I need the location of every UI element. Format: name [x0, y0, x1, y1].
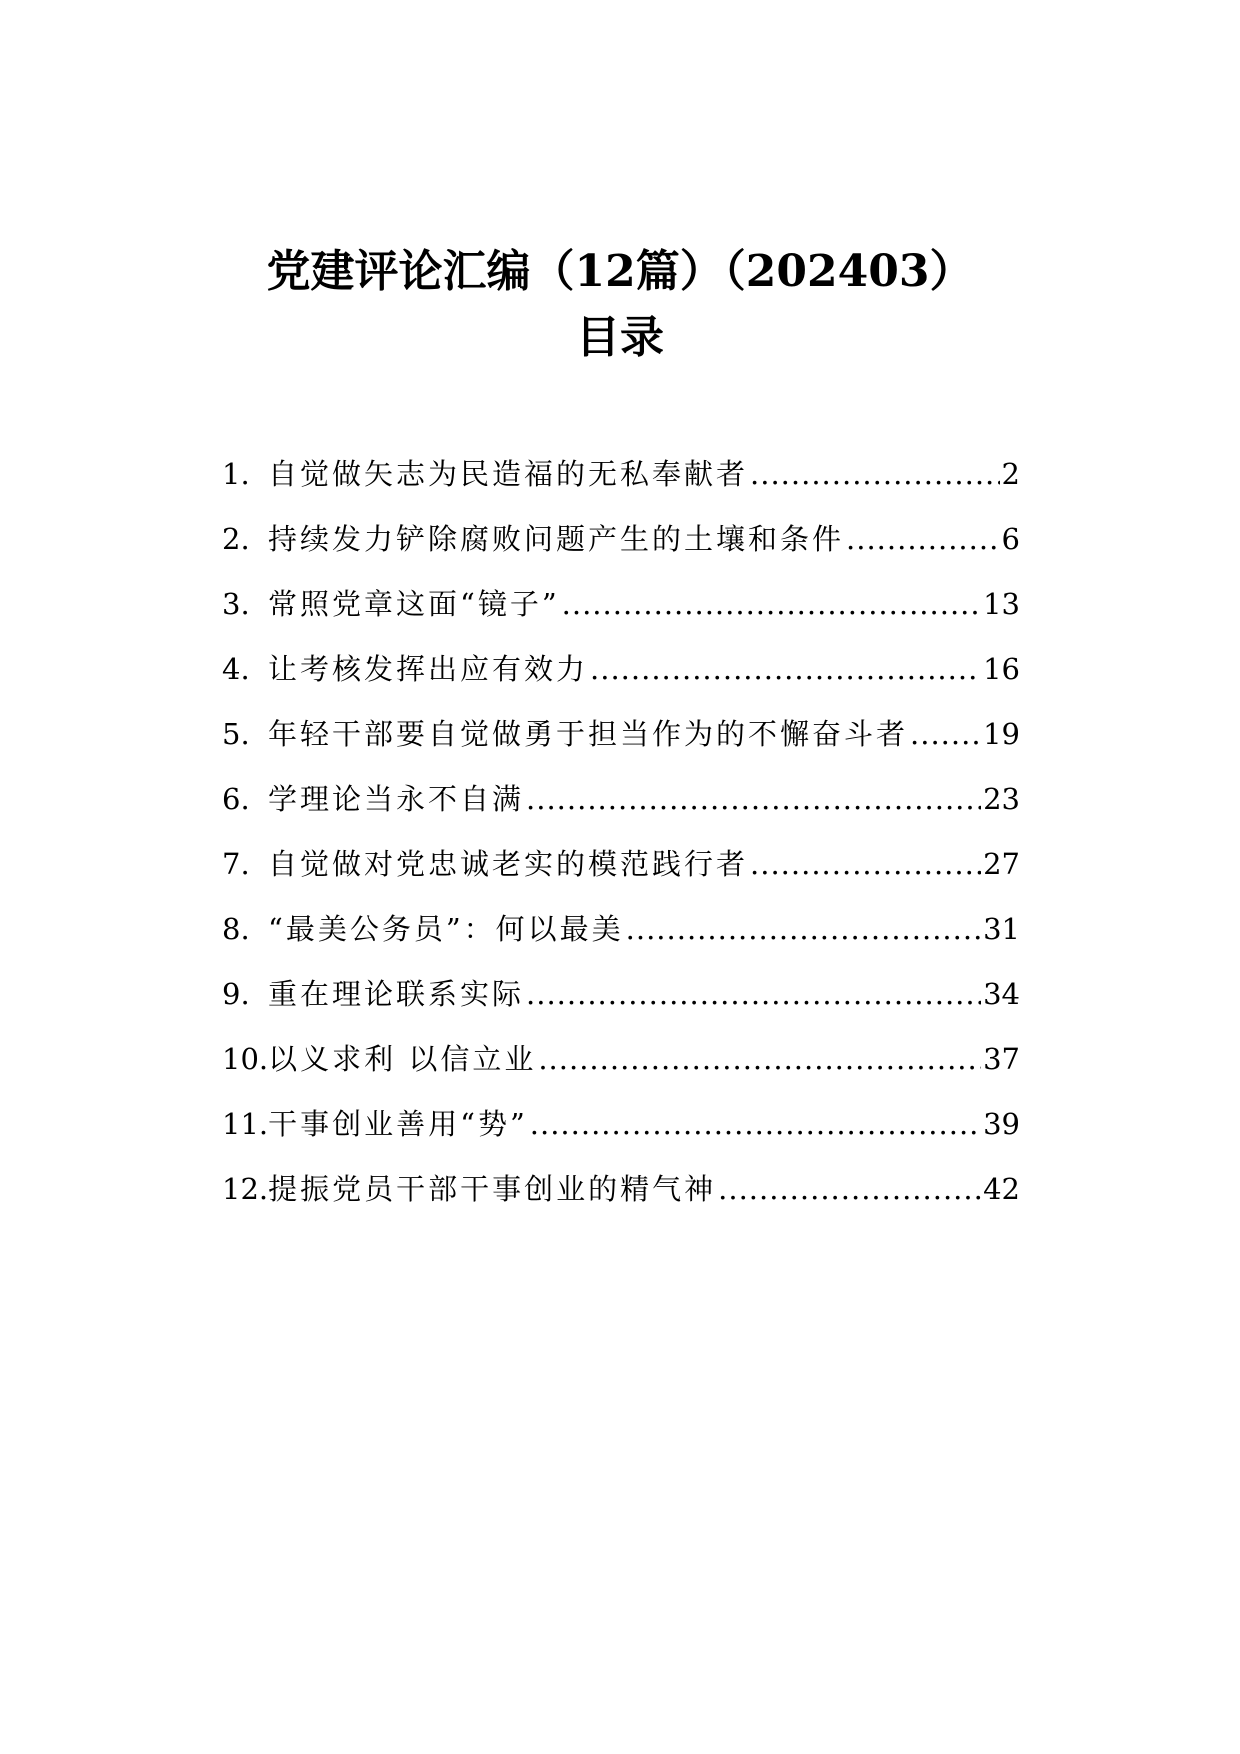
toc-dot-leader	[562, 572, 981, 637]
toc-entry-title: “最美公务员”：何以最美	[268, 912, 624, 946]
toc-heading: 目录	[576, 312, 664, 363]
toc-entry-number: 12.	[222, 1172, 269, 1206]
toc-entry-title: 干事创业善用“势”	[268, 1107, 528, 1141]
toc-entry-page: 37	[983, 1042, 1020, 1076]
toc-entry[interactable]	[222, 637, 1020, 702]
toc-entry[interactable]	[222, 1027, 1020, 1092]
document-title: 党建评论汇编（12篇）（202403）	[266, 246, 974, 297]
toc-entry[interactable]	[222, 572, 1020, 637]
table-of-contents	[222, 442, 1020, 1222]
toc-entry[interactable]	[222, 962, 1020, 1027]
toc-dot-leader	[910, 702, 981, 767]
toc-dot-leader	[538, 1027, 981, 1092]
toc-entry-title: 让考核发挥出应有效力	[268, 652, 589, 686]
toc-entry[interactable]	[222, 442, 1020, 507]
toc-entry-number: 2.	[222, 522, 250, 556]
toc-entry-title: 提振党员干部干事创业的精气神	[268, 1172, 717, 1206]
toc-entry-page: 42	[983, 1172, 1020, 1206]
toc-entry-page: 34	[983, 977, 1020, 1011]
toc-dot-leader	[750, 832, 981, 897]
toc-dot-leader	[750, 442, 1000, 507]
toc-entry-title: 重在理论联系实际	[268, 977, 525, 1011]
toc-entry-number: 4.	[222, 652, 250, 686]
toc-entry[interactable]	[222, 767, 1020, 832]
toc-entry-number: 1.	[222, 457, 250, 491]
toc-entry-title: 自觉做矢志为民造福的无私奉献者	[268, 457, 749, 491]
toc-entry-number: 7.	[222, 847, 250, 881]
toc-entry-page: 27	[983, 847, 1020, 881]
toc-entry-number: 10.	[222, 1042, 269, 1076]
toc-entry-number: 9.	[222, 977, 250, 1011]
toc-dot-leader	[590, 637, 981, 702]
toc-entry-title: 年轻干部要自觉做勇于担当作为的不懈奋斗者	[268, 717, 909, 751]
toc-dot-leader	[718, 1157, 981, 1222]
toc-entry-page: 16	[983, 652, 1020, 686]
toc-entry[interactable]	[222, 702, 1020, 767]
toc-entry-title: 以义求利 以信立业	[268, 1042, 537, 1076]
toc-entry-number: 8.	[222, 912, 250, 946]
toc-entry-page: 31	[983, 912, 1020, 946]
toc-entry-number: 6.	[222, 782, 250, 816]
toc-entry-number: 3.	[222, 587, 250, 621]
toc-entry[interactable]	[222, 832, 1020, 897]
toc-entry-page: 39	[983, 1107, 1020, 1141]
toc-entry-page: 19	[983, 717, 1020, 751]
toc-entry-title: 学理论当永不自满	[268, 782, 525, 816]
toc-entry-number: 11.	[222, 1107, 269, 1141]
toc-dot-leader	[526, 962, 981, 1027]
toc-entry[interactable]	[222, 1092, 1020, 1157]
toc-dot-leader	[626, 897, 981, 962]
toc-entry-title: 常照党章这面“镜子”	[268, 587, 560, 621]
toc-entry-title: 自觉做对党忠诚老实的模范践行者	[268, 847, 749, 881]
toc-entry-page: 6	[1001, 522, 1020, 556]
toc-entry-title: 持续发力铲除腐败问题产生的土壤和条件	[268, 522, 845, 556]
toc-entry-page: 23	[983, 782, 1020, 816]
toc-entry-page: 13	[983, 587, 1020, 621]
toc-dot-leader	[526, 767, 981, 832]
toc-entry[interactable]	[222, 507, 1020, 572]
toc-dot-leader	[846, 507, 1000, 572]
toc-entry-number: 5.	[222, 717, 250, 751]
toc-entry[interactable]	[222, 897, 1020, 962]
toc-entry[interactable]	[222, 1157, 1020, 1222]
toc-dot-leader	[530, 1092, 981, 1157]
toc-entry-page: 2	[1001, 457, 1020, 491]
